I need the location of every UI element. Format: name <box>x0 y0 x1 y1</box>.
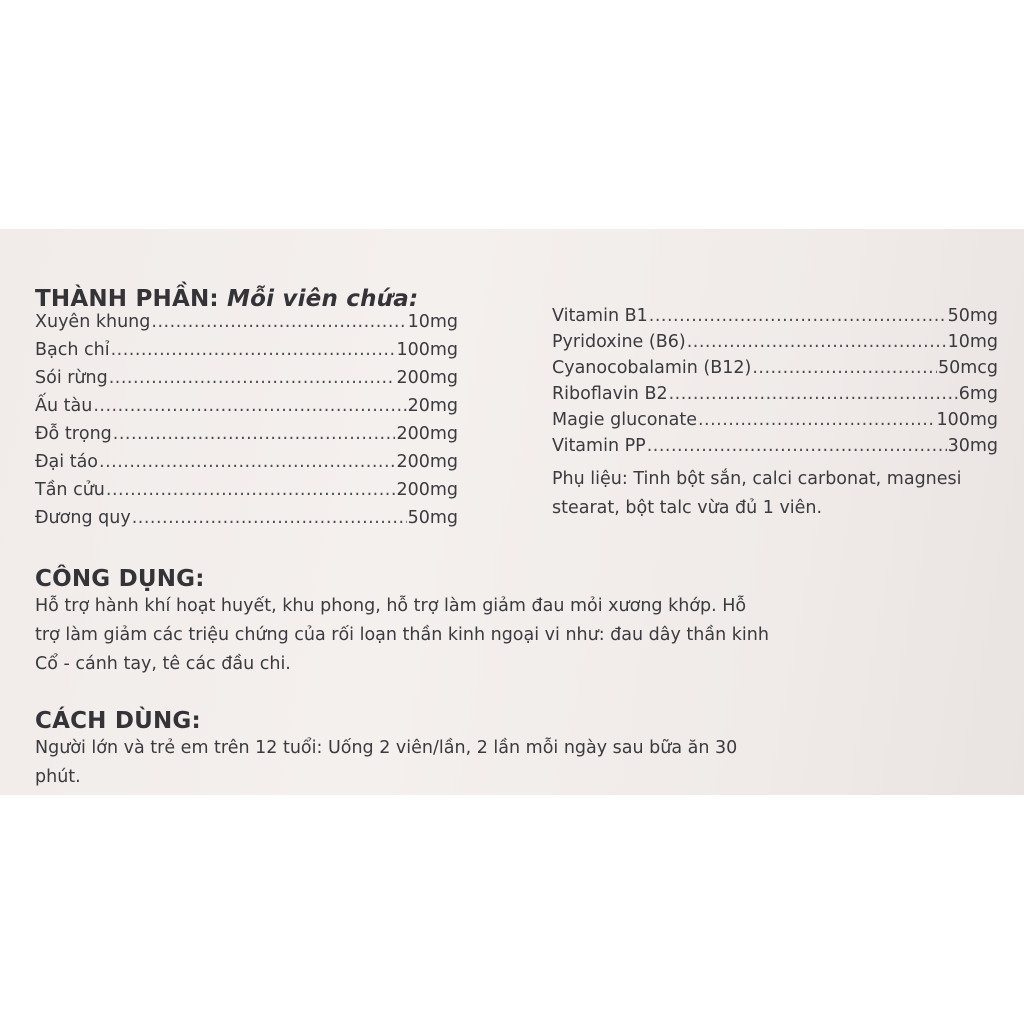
ingredient-qty: 10mg <box>407 312 458 332</box>
uses-heading: CÔNG DỤNG: <box>35 566 205 592</box>
dot-leader <box>698 410 935 430</box>
ingredient-name: Vitamin B1 <box>552 306 648 326</box>
dosage-line: Người lớn và trẻ em trên 12 tuổi: Uống 2 viên/lần, 2 lần mỗi ngày sau bữa ăn 30 <box>35 738 738 758</box>
dosage-text <box>35 734 737 792</box>
ingredient-row <box>35 424 458 448</box>
product-label <box>0 229 1024 795</box>
ingredient-qty: 50mcg <box>937 358 998 378</box>
uses-line: Hỗ trợ hành khí hoạt huyết, khu phong, hỗ trợ làm giảm đau mỏi xương khớp. Hỗ <box>35 596 747 616</box>
ingredient-row <box>552 384 998 408</box>
dosage-heading: CÁCH DÙNG: <box>35 708 201 734</box>
ingredient-qty: 200mg <box>396 480 458 500</box>
ingredient-name: Magie gluconate <box>552 410 697 430</box>
ingredient-row <box>35 480 458 504</box>
uses-line: trợ làm giảm các triệu chứng của rối loạn thần kinh ngoại vi như: đau dây thần kinh <box>35 625 769 645</box>
ingredient-row <box>35 396 458 420</box>
dot-leader <box>99 452 395 472</box>
ingredient-row <box>35 340 458 364</box>
dot-leader <box>93 396 406 416</box>
ingredient-name: Đương quy <box>35 508 131 528</box>
dot-leader <box>109 368 396 388</box>
ingredient-name: Tần cửu <box>35 480 105 500</box>
ingredient-name: Riboflavin B2 <box>552 384 668 404</box>
ingredient-name: Bạch chỉ <box>35 340 110 360</box>
dot-leader <box>151 312 406 332</box>
ingredient-qty: 200mg <box>396 424 458 444</box>
ingredient-row <box>552 306 998 330</box>
ingredient-qty: 30mg <box>947 436 998 456</box>
ingredient-row <box>552 410 998 434</box>
ingredient-name: Đại táo <box>35 452 99 472</box>
ingredient-qty: 100mg <box>396 340 458 360</box>
composition-title: THÀNH PHẦN: <box>35 286 219 312</box>
ingredient-qty: 100mg <box>936 410 998 430</box>
ingredient-qty: 50mg <box>407 508 458 528</box>
dot-leader <box>687 332 947 352</box>
excipients-line: stearat, bột talc vừa đủ 1 viên. <box>552 498 823 518</box>
ingredient-qty: 6mg <box>958 384 998 404</box>
ingredient-qty: 200mg <box>396 368 458 388</box>
dot-leader <box>649 306 947 326</box>
ingredient-qty: 20mg <box>407 396 458 416</box>
dot-leader <box>647 436 947 456</box>
dot-leader <box>113 424 396 444</box>
ingredient-name: Ấu tàu <box>35 396 93 416</box>
dot-leader <box>106 480 396 500</box>
ingredient-name: Pyridoxine (B6) <box>552 332 686 352</box>
ingredient-row <box>552 332 998 356</box>
excipients-text <box>552 465 962 523</box>
uses-line: Cổ - cánh tay, tê các đầu chi. <box>35 654 291 674</box>
ingredient-name: Cyanocobalamin (B12) <box>552 358 752 378</box>
ingredient-row <box>35 452 458 476</box>
ingredient-name: Đỗ trọng <box>35 424 112 444</box>
ingredient-name: Sói rừng <box>35 368 108 388</box>
ingredient-row <box>552 436 998 460</box>
composition-subtitle: Mỗi viên chứa: <box>227 286 419 312</box>
ingredient-qty: 50mg <box>947 306 998 326</box>
ingredient-qty: 200mg <box>396 452 458 472</box>
uses-text <box>35 592 769 679</box>
dot-leader <box>132 508 407 528</box>
ingredient-name: Vitamin PP <box>552 436 646 456</box>
dosage-line: phút. <box>35 767 81 787</box>
dot-leader <box>752 358 937 378</box>
ingredient-row <box>35 368 458 392</box>
dot-leader <box>111 340 396 360</box>
ingredient-name: Xuyên khung <box>35 312 151 332</box>
ingredient-qty: 10mg <box>947 332 998 352</box>
excipients-line: Phụ liệu: Tinh bột sắn, calci carbonat, magnesi <box>552 469 962 489</box>
ingredient-row <box>35 312 458 336</box>
dot-leader <box>669 384 958 404</box>
ingredient-row <box>552 358 998 382</box>
ingredient-row <box>35 508 458 532</box>
composition-heading <box>35 286 418 312</box>
